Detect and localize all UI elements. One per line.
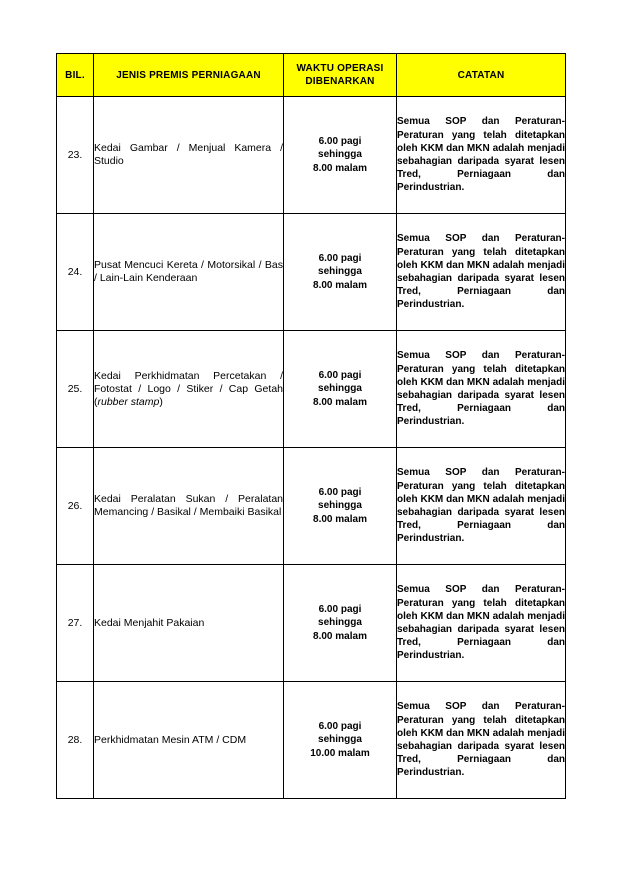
premise-type-text: Perkhidmatan Mesin ATM / CDM: [94, 733, 247, 746]
row-number: 27.: [57, 565, 94, 682]
row-number: 28.: [57, 682, 94, 799]
remarks: Semua SOP dan Peraturan-Peraturan yang telah ditetapkan oleh KKM dan MKN adalah menjadi sebahagian daripada syarat lesen Tred, Perniagaan dan Perindustrian.: [397, 682, 566, 799]
remarks: Semua SOP dan Peraturan-Peraturan yang telah ditetapkan oleh KKM dan MKN adalah menjadi sebahagian daripada syarat lesen Tred, Perniagaan dan Perindustrian.: [397, 214, 566, 331]
remarks: Semua SOP dan Peraturan-Peraturan yang telah ditetapkan oleh KKM dan MKN adalah menjadi sebahagian daripada syarat lesen Tred, Perniagaan dan Perindustrian.: [397, 97, 566, 214]
table-row: [57, 682, 566, 799]
table-row: [57, 565, 566, 682]
hours-start: 6.00 pagi: [318, 720, 362, 732]
row-number: 23.: [57, 97, 94, 214]
hours-end: 8.00 malam: [313, 396, 367, 408]
premises-table: [56, 53, 566, 799]
hours-start: 6.00 pagi: [318, 603, 362, 615]
remarks: Semua SOP dan Peraturan-Peraturan yang telah ditetapkan oleh KKM dan MKN adalah menjadi sebahagian daripada syarat lesen Tred, Perniagaan dan Perindustrian.: [397, 448, 566, 565]
header-bil: BIL.: [57, 54, 94, 97]
premise-type: [94, 565, 284, 682]
hours-start: 6.00 pagi: [318, 252, 362, 264]
hours-end: 8.00 malam: [313, 162, 367, 174]
hours-start: 6.00 pagi: [318, 135, 362, 147]
operating-hours: [284, 565, 397, 682]
hours-start: 6.00 pagi: [318, 369, 362, 381]
premise-type-text: Kedai Perkhidmatan Percetakan / Fotostat / Logo / Stiker / Cap Getah (rubber stamp): [94, 369, 283, 408]
table-row: [57, 331, 566, 448]
header-waktu-line1: WAKTU OPERASI: [296, 63, 384, 74]
header-jenis: JENIS PREMIS PERNIAGAAN: [94, 54, 284, 97]
remarks: Semua SOP dan Peraturan-Peraturan yang telah ditetapkan oleh KKM dan MKN adalah menjadi sebahagian daripada syarat lesen Tred, Perniagaan dan Perindustrian.: [397, 331, 566, 448]
hours-start: 6.00 pagi: [318, 486, 362, 498]
row-number: 25.: [57, 331, 94, 448]
hours-until: sehingga: [318, 383, 362, 395]
premise-type: [94, 214, 284, 331]
premise-type: [94, 97, 284, 214]
header-row: [57, 54, 566, 97]
remarks: Semua SOP dan Peraturan-Peraturan yang telah ditetapkan oleh KKM dan MKN adalah menjadi sebahagian daripada syarat lesen Tred, Perniagaan dan Perindustrian.: [397, 565, 566, 682]
operating-hours: [284, 682, 397, 799]
premise-type-text: Kedai Gambar / Menjual Kamera / Studio: [94, 142, 283, 167]
table-row: [57, 448, 566, 565]
premise-type-text: Kedai Menjahit Pakaian: [94, 616, 205, 629]
premise-type-text: Pusat Mencuci Kereta / Motorsikal / Bas / Lain-Lain Kenderaan: [94, 259, 283, 284]
operating-hours: [284, 331, 397, 448]
operating-hours: [284, 97, 397, 214]
hours-end: 10.00 malam: [310, 747, 370, 759]
operating-hours: [284, 448, 397, 565]
premise-type: [94, 448, 284, 565]
hours-end: 8.00 malam: [313, 279, 367, 291]
premise-type: [94, 682, 284, 799]
row-number: 24.: [57, 214, 94, 331]
hours-until: sehingga: [318, 149, 362, 161]
row-number: 26.: [57, 448, 94, 565]
premise-type-text: Kedai Peralatan Sukan / Peralatan Memancing / Basikal / Membaiki Basikal: [94, 493, 283, 518]
hours-until: sehingga: [318, 617, 362, 629]
hours-until: sehingga: [318, 734, 362, 746]
premise-type: [94, 331, 284, 448]
hours-end: 8.00 malam: [313, 513, 367, 525]
operating-hours: [284, 214, 397, 331]
hours-until: sehingga: [318, 500, 362, 512]
table-row: [57, 97, 566, 214]
header-waktu-line2: DIBENARKAN: [305, 76, 375, 87]
table-row: [57, 214, 566, 331]
hours-until: sehingga: [318, 266, 362, 278]
header-catatan: CATATAN: [397, 54, 566, 97]
header-waktu: [284, 54, 397, 97]
hours-end: 8.00 malam: [313, 630, 367, 642]
